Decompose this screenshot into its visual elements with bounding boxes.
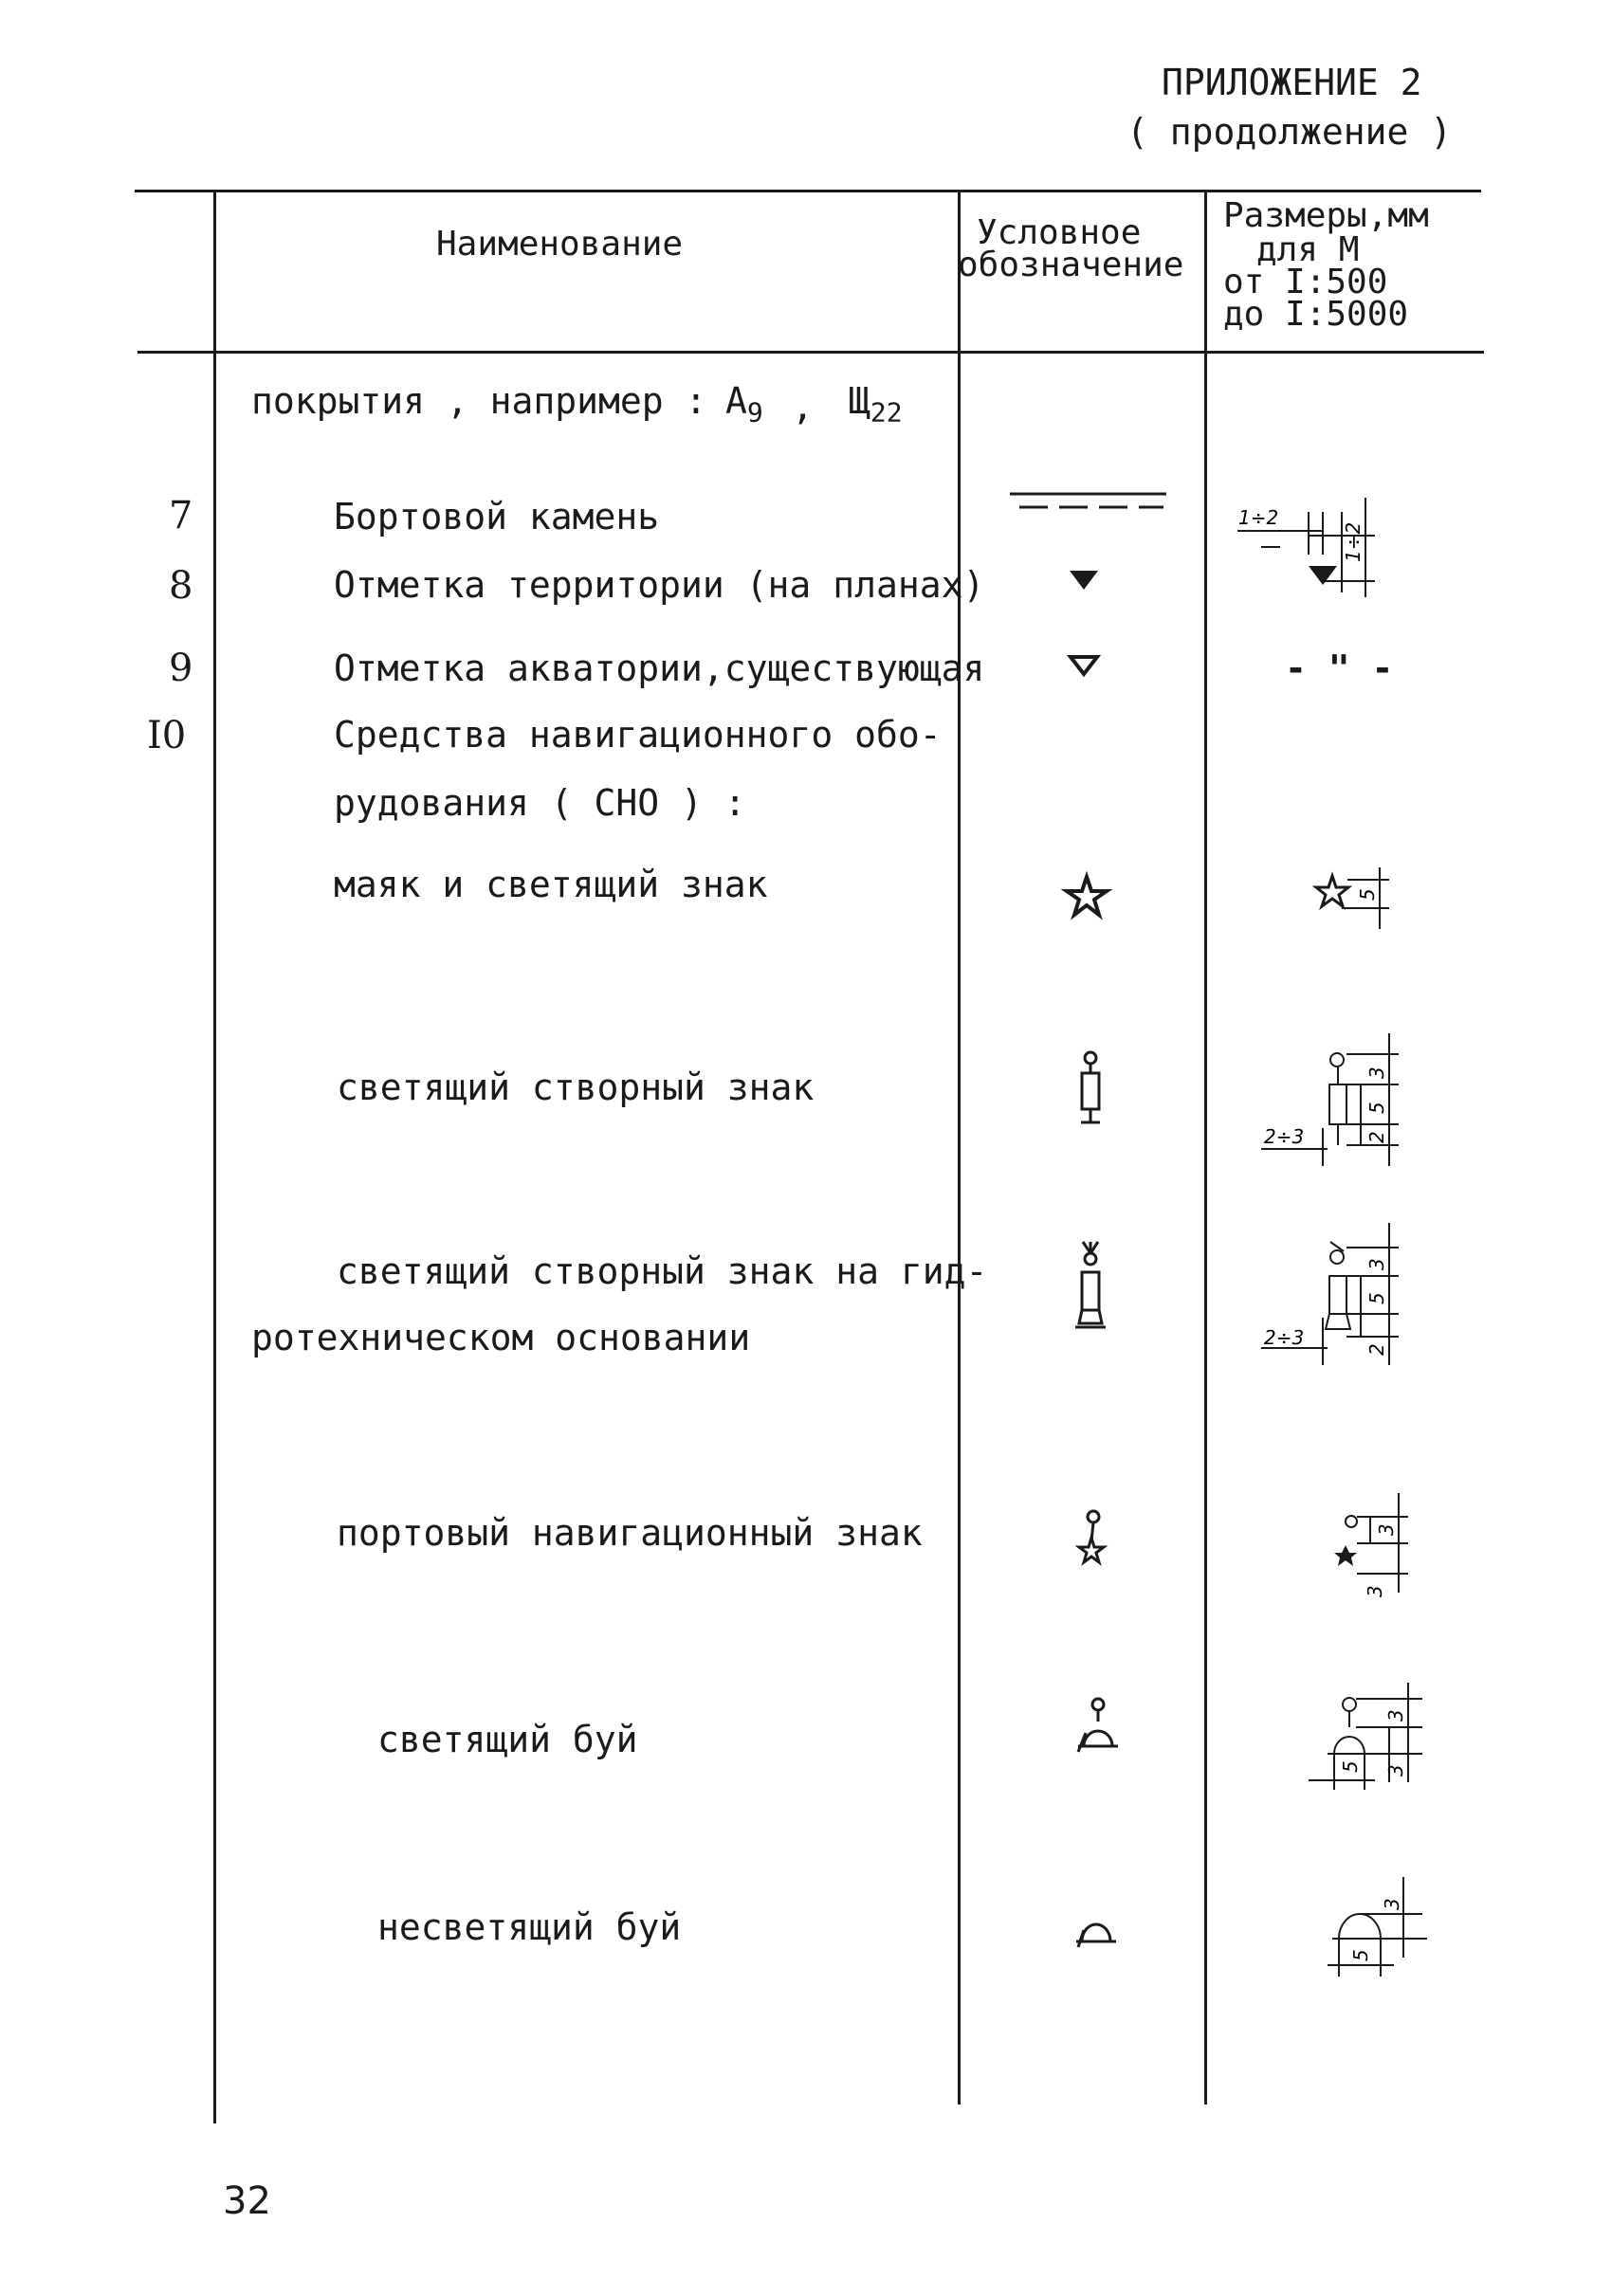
subrow-text-range-light-base-2: ротехническом основании [251,1317,751,1358]
column-header-size-3: от I:500 [1223,263,1388,301]
example-sh22 [849,380,903,428]
range-light-base-dim-3: 3 [1365,1258,1388,1270]
row-number-8: 8 [169,564,193,608]
row-number-9: 9 [169,647,193,690]
range-light-dim-gap: 2÷3 [1264,1125,1305,1148]
row-text-curb-stone: Бортовой камень [334,496,660,538]
star-icon [1064,874,1109,920]
range-light-dim-2: 2 [1365,1131,1388,1143]
range-light-base-icon [1072,1240,1109,1335]
lighthouse-dim: 5 [1356,888,1379,901]
lighthouse-dimension-sketch [1313,863,1408,938]
unlit-buoy-dim-height: 3 [1381,1898,1403,1910]
lit-buoy-dimension-sketch [1304,1678,1437,1801]
row-text-water-mark: Отметка акватории,существующая [334,647,985,689]
page-number: 32 [223,2179,271,2223]
column-header-name: Наименование [436,225,684,264]
range-light-base-dim-gap: 2÷3 [1264,1326,1305,1349]
column-header-symbol-2: обозначение [958,246,1184,284]
range-light-dimension-sketch [1256,1024,1408,1175]
curb-dimension-sketch [1233,479,1403,602]
open-triangle-icon [1068,654,1100,677]
column-header-symbol-1: Условное [977,213,1142,252]
curb-stone-icon [1010,488,1171,517]
subrow-text-port-sign: портовый навигационный знак [337,1512,923,1554]
example-separator: , [792,386,814,428]
range-light-base-dim-5: 5 [1365,1292,1388,1304]
curb-dim-vertical: 1÷2 [1342,521,1365,562]
example-a9-letter: А [725,380,747,422]
column-divider-2 [958,190,961,2105]
ditto-mark: - " - [1285,647,1394,689]
column-divider-3 [1204,190,1207,2105]
table-top-rule [135,190,1481,192]
port-sign-dim-top: 3 [1375,1523,1398,1536]
lit-buoy-dim-top: 3 [1384,1709,1407,1722]
unlit-buoy-dim-width: 5 [1349,1949,1372,1961]
subrow-text-lit-buoy: светящий буй [377,1719,638,1760]
row-number-7: 7 [169,494,193,538]
example-sh22-letter: Щ [849,380,870,422]
example-a9 [725,380,763,428]
range-light-dim-3: 3 [1365,1066,1388,1079]
unlit-buoy-icon [1074,1913,1118,1951]
column-header-size-1: Размеры,мм [1223,196,1429,235]
continuation-note: ( продолжение ) [1127,111,1453,153]
row-number-10: I0 [147,714,187,757]
range-light-base-dim-2: 2 [1365,1343,1388,1356]
lit-buoy-dim-width: 5 [1339,1760,1362,1773]
range-light-base-dimension-sketch [1256,1213,1408,1375]
lit-buoy-icon [1076,1695,1120,1756]
unlit-buoy-dimension-sketch [1309,1872,1432,1986]
table-header-rule [137,351,1484,354]
column-header-size-2: для М [1256,230,1360,269]
port-sign-icon [1077,1509,1109,1566]
subrow-text-unlit-buoy: несветящий буй [377,1906,682,1948]
column-divider-1 [213,190,216,2123]
column-header-size-4: до I:5000 [1223,295,1409,334]
row-text-territory-mark: Отметка территории (на планах) [334,564,985,606]
port-sign-dimension-sketch [1323,1479,1418,1612]
port-sign-dim-bottom: 3 [1364,1585,1386,1597]
range-light-dim-5: 5 [1365,1102,1388,1114]
filled-triangle-icon [1068,569,1100,592]
subrow-text-range-light-base-1: светящий створный знак на гид- [337,1250,988,1292]
example-a9-sub: 9 [746,396,763,428]
subrow-text-range-light: светящий створный знак [337,1066,815,1108]
subrow-text-lighthouse: маяк и светящий знак [334,864,768,905]
row-text-navigation-2: рудования ( СНО ) : [334,782,746,824]
curb-dim-horizontal: 1÷2 [1238,506,1279,529]
lit-buoy-dim-mid: 3 [1384,1764,1407,1777]
intro-text: покрытия , например : [251,380,707,422]
row-text-navigation-1: Средства навигационного обо- [334,714,942,756]
appendix-title: ПРИЛОЖЕНИЕ 2 [1162,62,1422,103]
range-light-icon [1076,1050,1105,1136]
example-sh22-sub: 22 [870,396,903,428]
